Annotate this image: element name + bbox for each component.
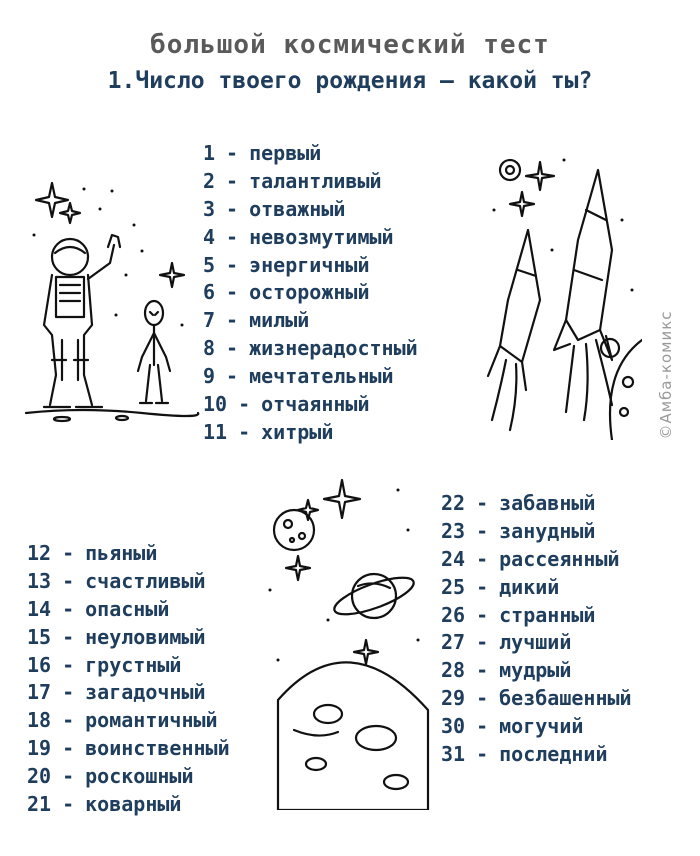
trait-item [441,629,632,657]
page-title: большой космический тест [150,30,550,60]
trait-item [441,574,632,602]
dash-separator: - [226,308,239,333]
trait-word: первый [249,141,322,165]
trait-number: 4 [203,224,216,249]
dash-separator: - [62,792,75,817]
page-subtitle: 1.Число твоего рождения — какой ты? [107,68,593,94]
trait-number: 29 [441,686,466,711]
trait-item [203,140,418,168]
dash-separator: - [476,602,489,627]
trait-word: отважный [249,196,346,221]
dash-separator: - [226,141,239,165]
dash-separator: - [476,686,489,711]
trait-word: хитрый [261,419,334,444]
trait-number: 1 [203,141,216,165]
trait-number: 31 [441,742,466,767]
trait-item [441,741,632,769]
dash-separator: - [62,541,75,565]
traits-list-2 [27,540,230,819]
trait-item [203,279,418,307]
trait-item [441,546,632,574]
trait-word: воинственный [85,736,230,761]
dash-separator: - [238,419,251,444]
trait-item [203,168,418,196]
trait-item [441,713,632,741]
dash-separator: - [226,224,239,249]
trait-word: жизнерадостный [249,336,418,361]
trait-item [27,679,230,707]
astronaut-alien-illustration [22,175,202,425]
dash-separator: - [226,252,239,277]
trait-number: 16 [27,652,52,677]
traits-list-1 [203,140,418,447]
trait-number: 20 [27,764,52,789]
trait-number: 10 [203,392,228,417]
dash-separator: - [226,168,239,193]
trait-number: 27 [441,630,466,655]
dash-separator: - [62,568,75,593]
trait-number: 11 [203,419,228,444]
trait-word: роскошный [85,764,194,789]
trait-number: 24 [441,546,466,571]
trait-word: загадочный [85,680,206,705]
trait-item [27,791,230,819]
dash-separator: - [62,596,75,621]
trait-item [27,624,230,652]
trait-number: 2 [203,168,216,193]
dash-separator: - [226,364,239,389]
trait-number: 22 [441,491,466,515]
dash-separator: - [476,630,489,655]
trait-number: 28 [441,658,466,683]
trait-number: 23 [441,518,466,543]
trait-number: 26 [441,602,466,627]
trait-item [27,568,230,596]
dash-separator: - [226,280,239,305]
trait-word: странный [499,602,596,627]
trait-item [203,391,418,419]
trait-word: невозмутимый [249,224,394,249]
dash-separator: - [226,336,239,361]
trait-word: отчаянный [261,392,370,417]
dash-separator: - [226,196,239,221]
trait-word: мудрый [499,658,572,683]
trait-word: романтичный [85,708,218,733]
dash-separator: - [476,714,489,739]
trait-word: опасный [85,596,170,621]
trait-item [27,596,230,624]
trait-number: 15 [27,624,52,649]
traits-list-3 [441,490,632,769]
trait-item [441,657,632,685]
trait-word: мечтательный [249,364,394,389]
trait-item [203,307,418,335]
trait-number: 13 [27,568,52,593]
trait-number: 21 [27,792,52,817]
trait-word: неуловимый [85,624,206,649]
trait-word: грустный [85,652,182,677]
trait-number: 30 [441,714,466,739]
trait-number: 5 [203,252,216,277]
rockets-illustration [482,150,642,440]
trait-word: осторожный [249,280,370,305]
trait-number: 18 [27,708,52,733]
dash-separator: - [476,518,489,543]
dash-separator: - [476,658,489,683]
planets-illustration [258,470,438,810]
trait-item [203,252,418,280]
trait-word: милый [249,308,310,333]
trait-item [27,540,230,568]
dash-separator: - [476,546,489,571]
trait-item [27,707,230,735]
dash-separator: - [62,736,75,761]
trait-word: безбашенный [499,686,632,711]
trait-word: энергичный [249,252,370,277]
trait-item [203,335,418,363]
dash-separator: - [62,680,75,705]
trait-word: могучий [499,714,584,739]
trait-word: пьяный [85,541,158,565]
trait-word: занудный [499,518,596,543]
trait-number: 17 [27,680,52,705]
dash-separator: - [62,624,75,649]
dash-separator: - [476,742,489,767]
trait-word: последний [499,742,608,767]
trait-word: забавный [499,491,596,515]
trait-item [27,763,230,791]
trait-number: 25 [441,574,466,599]
trait-number: 14 [27,596,52,621]
trait-item [27,652,230,680]
dash-separator: - [62,764,75,789]
trait-item [441,602,632,630]
trait-number: 12 [27,541,52,565]
trait-word: коварный [85,792,182,817]
trait-word: счастливый [85,568,206,593]
trait-item [203,224,418,252]
trait-item [441,685,632,713]
trait-word: рассеянный [499,546,620,571]
trait-word: талантливый [249,168,382,193]
dash-separator: - [476,574,489,599]
trait-number: 9 [203,364,216,389]
trait-word: дикий [499,574,560,599]
dash-separator: - [62,708,75,733]
trait-number: 3 [203,196,216,221]
dash-separator: - [62,652,75,677]
trait-item [203,363,418,391]
trait-number: 19 [27,736,52,761]
trait-item [441,490,632,518]
trait-number: 7 [203,308,216,333]
trait-item [441,518,632,546]
trait-number: 6 [203,280,216,305]
trait-item [27,735,230,763]
trait-item [203,196,418,224]
trait-item [203,419,418,447]
trait-number: 8 [203,336,216,361]
dash-separator: - [238,392,251,417]
dash-separator: - [476,491,489,515]
watermark: ©Амба-комикс [657,310,675,440]
trait-word: лучший [499,630,572,655]
